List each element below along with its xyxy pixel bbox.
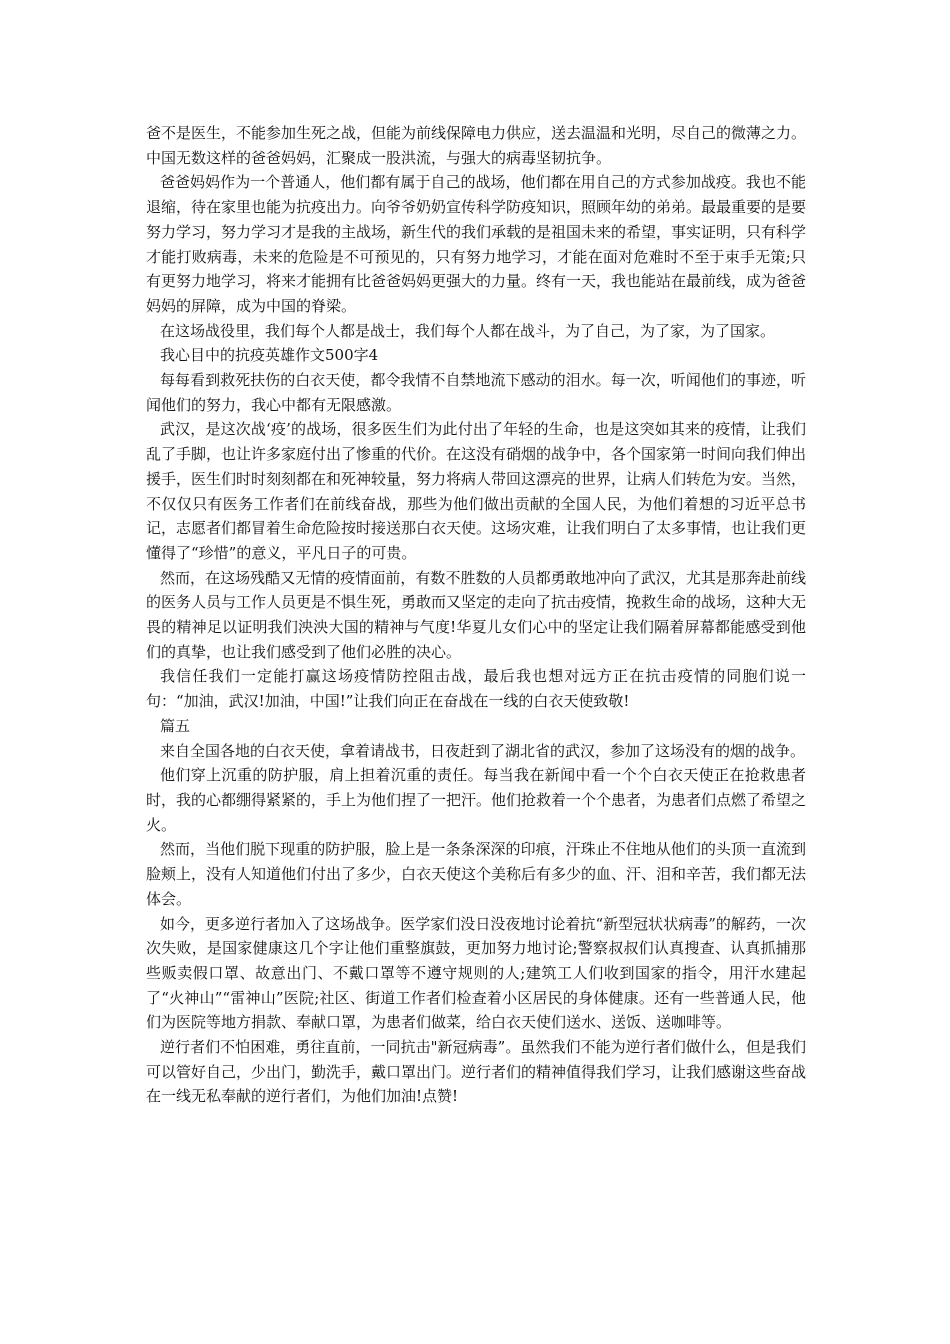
paragraph-6: 然而，在这场残酷又无情的疫情面前，有数不胜数的人员都勇敢地冲向了武汉，尤其是那奔赴前线的医务人员与工作人员更是不惧生死，勇敢而又坚定的走向了抗击疫情，挽救生命的战场，这种大无畏的精神足以证明我们泱泱大国的精神与气度!华夏儿女们心中的坚定让我们隔着屏幕都能感受到他们的真挚，也让我们感受到了他们必胜的决心。 bbox=[146, 568, 807, 661]
paragraph-8: 来自全国各地的白衣天使，拿着请战书，日夜赶到了湖北省的武汉，参加了这场没有的烟的战争。 bbox=[160, 741, 806, 760]
paragraph-3: 在这场战役里，我们每个人都是战士，我们每个人都在战斗，为了自己，为了家，为了国家。 bbox=[160, 321, 776, 340]
paragraph-10: 然而，当他们脱下现重的防护服，脸上是一条条深深的印痕，汗珠止不住地从他们的头顶一直流到脸颊上，没有人知道他们付出了多少，白衣天使这个美称后有多少的血、汗、泪和辛苦，我们都无法体会。 bbox=[146, 840, 807, 908]
section-heading: 篇五 bbox=[160, 716, 191, 735]
paragraph-2: 爸爸妈妈作为一个普通人，他们都有属于自己的战场，他们都在用自己的方式参加战疫。我也不能退缩，待在家里也能为抗疫出力。向爷爷奶奶宣传科学防疫知识，照顾年幼的弟弟。最最重要的是要努力学习，努力学习才是我的主战场，新生代的我们承载的是祖国未来的希望，事实证明，只有科学才能打败病毒，未来的危险是不可预见的，只有努力地学习，才能在面对危难时不至于束手无策;只有更努力地学习，将来才能拥有比爸爸妈妈更强大的力量。终有一天，我也能站在最前线，成为爸爸妈妈的屏障，成为中国的脊梁。 bbox=[146, 173, 807, 315]
document-body bbox=[146, 121, 806, 1109]
paragraph-5: 武汉，是这次战‘疫’的战场，很多医生们为此付出了年轻的生命，也是这突如其来的疫情，让我们乱了手脚，也让许多家庭付出了惨重的代价。在这没有硝烟的战争中，各个国家第一时间向我们伸出援手，医生们时时刻刻都在和死神较量，努力将病人带回这漂亮的世界，让病人们转危为安。当然，不仅仅只有医务工作者们在前线奋战，那些为他们做出贡献的全国人民，为他们着想的习近平总书记，志愿者们都冒着生命危险按时接送那白衣天使。这场灾难，让我们明白了太多事情，也让我们更懂得了“珍惜”的意义，平凡日子的可贵。 bbox=[146, 420, 807, 562]
paragraph-1: 爸不是医生，不能参加生死之战，但能为前线保障电力供应，送去温温和光明，尽自己的微薄之力。中国无数这样的爸爸妈妈，汇聚成一股洪流，与强大的病毒坚韧抗争。 bbox=[146, 124, 807, 167]
paragraph-7: 我信任我们一定能打赢这场疫情防控阻击战，最后我也想对远方正在抗击疫情的同胞们说一句：“加油，武汉!加油，中国!”让我们向正在奋战在一线的白衣天使致敬! bbox=[146, 667, 806, 711]
paragraph-11: 如今，更多逆行者加入了这场战争。医学家们没日没夜地讨论着抗“新型冠状状病毒”的解药，一次次失败，是国家健康这几个字让他们重整旗鼓，更加努力地讨论;警察叔叔们认真搜查、认真抓捕那些贩卖假口罩、故意出门、不戴口罩等不遵守规则的人;建筑工人们收到国家的指令，用汗水建起了“火神山”“雷神山”医院;社区、街道工作者们检查着小区居民的身体健康。还有一些普通人民，他们为医院等地方捐款、奉献口罩，为患者们做菜，给白衣天使们送水、送饭、送咖啡等。 bbox=[146, 914, 806, 1032]
essay-title: 我心目中的抗疫英雄作文500字4 bbox=[160, 346, 379, 365]
paragraph-12: 逆行者们不怕困难，勇往直前，一同抗击"新冠病毒”。虽然我们不能为逆行者们做什么，但是我们可以管好自己，少出门，勤洗手，戴口罩出门。逆行者们的精神值得我们学习，让我们感谢这些奋战在一线无私奉献的逆行者们，为他们加油!点赞! bbox=[146, 1038, 807, 1106]
paragraph-9: 他们穿上沉重的防护服，肩上担着沉重的责任。每当我在新闻中看一个个白衣天使正在抢救患者时，我的心都绷得紧紧的，手上为他们捏了一把汗。他们抢救着一个个患者，为患者们点燃了希望之火。 bbox=[146, 766, 807, 834]
paragraph-4: 每每看到救死扶伤的白衣天使，都令我情不自禁地流下感动的泪水。每一次，听闻他们的事迹，听闻他们的努力，我心中都有无限感激。 bbox=[146, 371, 806, 414]
